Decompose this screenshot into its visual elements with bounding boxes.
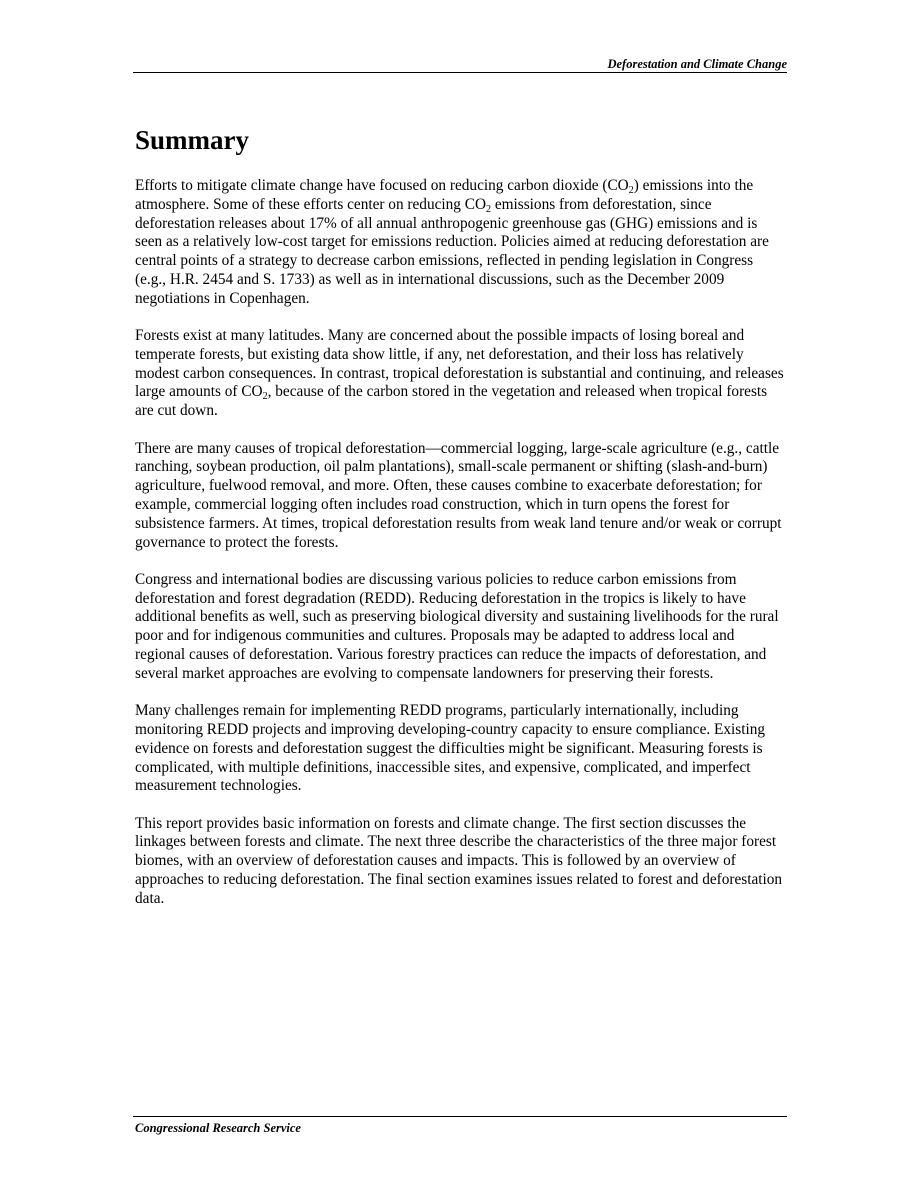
co2-subscript: 2: [628, 185, 634, 196]
page-title: Summary: [135, 125, 249, 155]
p1-text-c: emissions from deforestation, since deforestation releases about 17% of all annual anthropogenic greenhouse gas (GHG) emissions and is seen as a relatively low-cost target for emissions reduction. Policies aimed at reducing deforestation are central points of a strategy to decrease carbon emissions, reflected in pending legislation in Congress (e.g., H.R. 2454 and S. 1733) as well as in international discussions, such as the December 2009 negotiations in Copenhagen.: [135, 195, 769, 307]
p2-text-a: Forests exist at many latitudes. Many are concerned about the possible impacts of losing boreal and temperate forests, but existing data show little, if any, net deforestation, and their loss has relatively modest carbon consequences. In contrast, tropical deforestation is substantial and continuing, and releases large amounts of CO: [135, 327, 784, 401]
p1-text-b: ) emissions into the atmosphere. Some of these efforts center on reducing CO: [135, 177, 754, 213]
running-footer: Congressional Research Service: [135, 1121, 301, 1135]
summary-paragraph-5: Many challenges remain for implementing REDD programs, particularly internationally, including monitoring REDD projects and improving developing-country capacity to ensure compliance. Existing evidence on forests and deforestation suggest the difficulties might be significant. Measuring forests is complicated, with multiple definitions, inaccessible sites, and expensive, complicated, and imperfect measurement technologies.: [135, 702, 765, 795]
header-rule: [133, 72, 787, 73]
summary-paragraph-2: [135, 327, 787, 421]
summary-paragraph-1: [135, 177, 787, 309]
p1-text-a: Efforts to mitigate climate change have focused on reducing carbon dioxide (CO: [135, 177, 629, 194]
p2-text-b: , because of the carbon stored in the vegetation and released when tropical forests are cut down.: [135, 383, 768, 420]
summary-paragraph-4: Congress and international bodies are discussing various policies to reduce carbon emissions from deforestation and forest degradation (REDD). Reducing deforestation in the tropics is likely to have additional benefits as well, such as preserving biological diversity and sustaining livelihoods for the rural poor and for indigenous communities and cultures. Proposals may be adapted to address local and regional causes of deforestation. Various forestry practices can reduce the impacts of deforestation, and several market approaches are evolving to compensate landowners for preserving their forests.: [135, 570, 779, 682]
summary-body: [135, 177, 787, 927]
co2-subscript: 2: [486, 203, 492, 215]
summary-paragraph-6: This report provides basic information on forests and climate change. The first section discusses the linkages between forests and climate. The next three describe the characteristics of the three major forest biomes, with an overview of deforestation causes and impacts. This is followed by an overview of approaches to reducing deforestation. The final section examines issues related to forest and deforestation data.: [135, 814, 783, 907]
running-header: Deforestation and Climate Change: [607, 57, 787, 71]
summary-paragraph-3: There are many causes of tropical deforestation—commercial logging, large-scale agriculture (e.g., cattle ranching, soybean production, oil palm plantations), small-scale permanent or shifting (slash-and-burn) agriculture, fuelwood removal, and more. Often, these causes combine to exacerbate deforestation; for example, commercial logging often includes road construction, which in turn opens the forest for subsistence farmers. At times, tropical deforestation results from weak land tenure and/or weak or corrupt governance to protect the forests.: [135, 439, 782, 551]
co2-subscript: 2: [262, 391, 268, 403]
footer-rule: [133, 1116, 787, 1117]
